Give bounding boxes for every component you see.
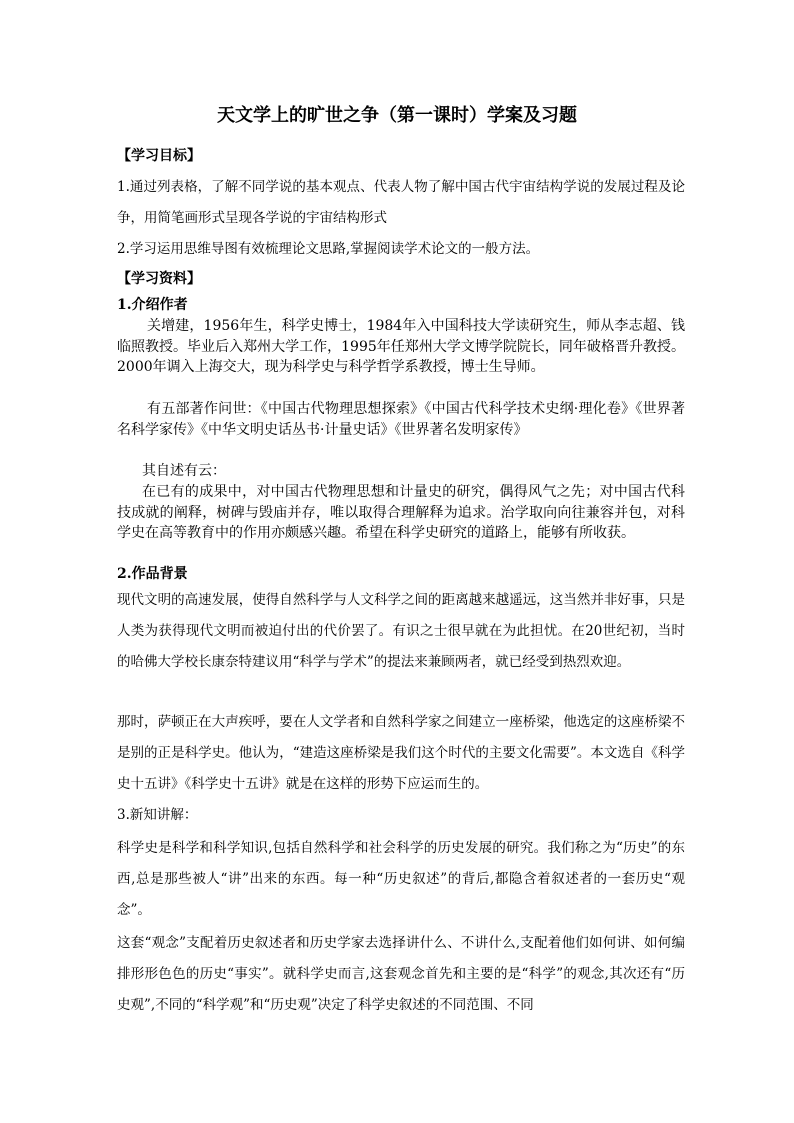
background-heading: 2.作品背景 (117, 566, 188, 582)
new-knowledge-paragraph-2: 这套“观念”支配着历史叙述者和历史学家去选择讲什么、不讲什么,支配着他们如何讲、如何编排形形色色的历史“事实”。就科学史而言,这套观念首先和主要的是“科学”的观念,其次还有“历史观”,不同的“科学观”和“历史观”决定了科学史叙述的不同范围、不同 (117, 935, 685, 1013)
goal-1: 1.通过列表格，了解不同学说的基本观点、代表人物了解中国古代宇宙结构学说的发展过程及论争，用简笔画形式呈现各学说的宇宙结构形式 (117, 179, 685, 226)
background-paragraph-1: 现代文明的高速发展，使得自然科学与人文科学之间的距离越来越遥远，这当然并非好事，只是人类为获得现代文明而被迫付出的代价罢了。有识之士很早就在为此担忧。在20世纪初，当时的哈佛大学校长康奈特建议用“科学与学术”的提法来兼顾两者，就已经受到热烈欢迎。 (117, 592, 685, 670)
goal-2: 2.学习运用思维导图有效梳理论文思路,掌握阅读学术论文的一般方法。 (117, 241, 540, 257)
goals-heading: 【学习目标】 (117, 148, 201, 164)
background-paragraph-2: 那时，萨顿正在大声疾呼，要在人文学者和自然科学家之间建立一座桥梁，他选定的这座桥梁不是别的正是科学史。他认为，“建造这座桥梁是我们这个时代的主要文化需要”。本文选自《科学史十五讲》《科学史十五讲》就是在这样的形势下应运而生的。 (117, 714, 685, 792)
author-heading: 1.介绍作者 (117, 297, 188, 313)
author-paragraph-works: 有五部著作问世：《中国古代物理思想探索》《中国古代科学技术史纲·理化卷》《世界著名科学家传》《中华文明史话丛书·计量史话》《世界著名发明家传》 (117, 401, 685, 438)
page-title: 天文学上的旷世之争（第一课时）学案及习题 (217, 105, 577, 126)
materials-heading: 【学习资料】 (117, 271, 201, 287)
new-knowledge-paragraph-1: 科学史是科学和科学知识,包括自然科学和社会科学的历史发展的研究。我们称之为“历史”的东西,总是那些被人“讲”出来的东西。每一种“历史叙述”的背后,都隐含着叙述者的一套历史“观念”。 (117, 840, 685, 918)
author-paragraph-bio: 关增建，1956年生，科学史博士，1984年入中国科技大学读研究生，师从李志超、钱临照教授。毕业后入郑州大学工作，1995年任郑州大学文博学院院长，同年破格晋升教授。2000年调入上海交大，现为科学史与科学哲学系教授，博士生导师。 (117, 318, 685, 375)
new-knowledge-heading: 3.新知讲解： (117, 807, 198, 823)
author-paragraph-quote: 在已有的成果中，对中国古代物理思想和计量史的研究，偶得风气之先；对中国古代科技成就的阐释，树碑与毁庙并存，唯以取得合理解释为追求。治学取向向往兼容并包，对科学史在高等教育中的作用亦颇感兴趣。希望在科学史研究的道路上，能够有所收获。 (117, 484, 685, 541)
author-paragraph-self-intro: 其自述有云： (142, 463, 226, 479)
